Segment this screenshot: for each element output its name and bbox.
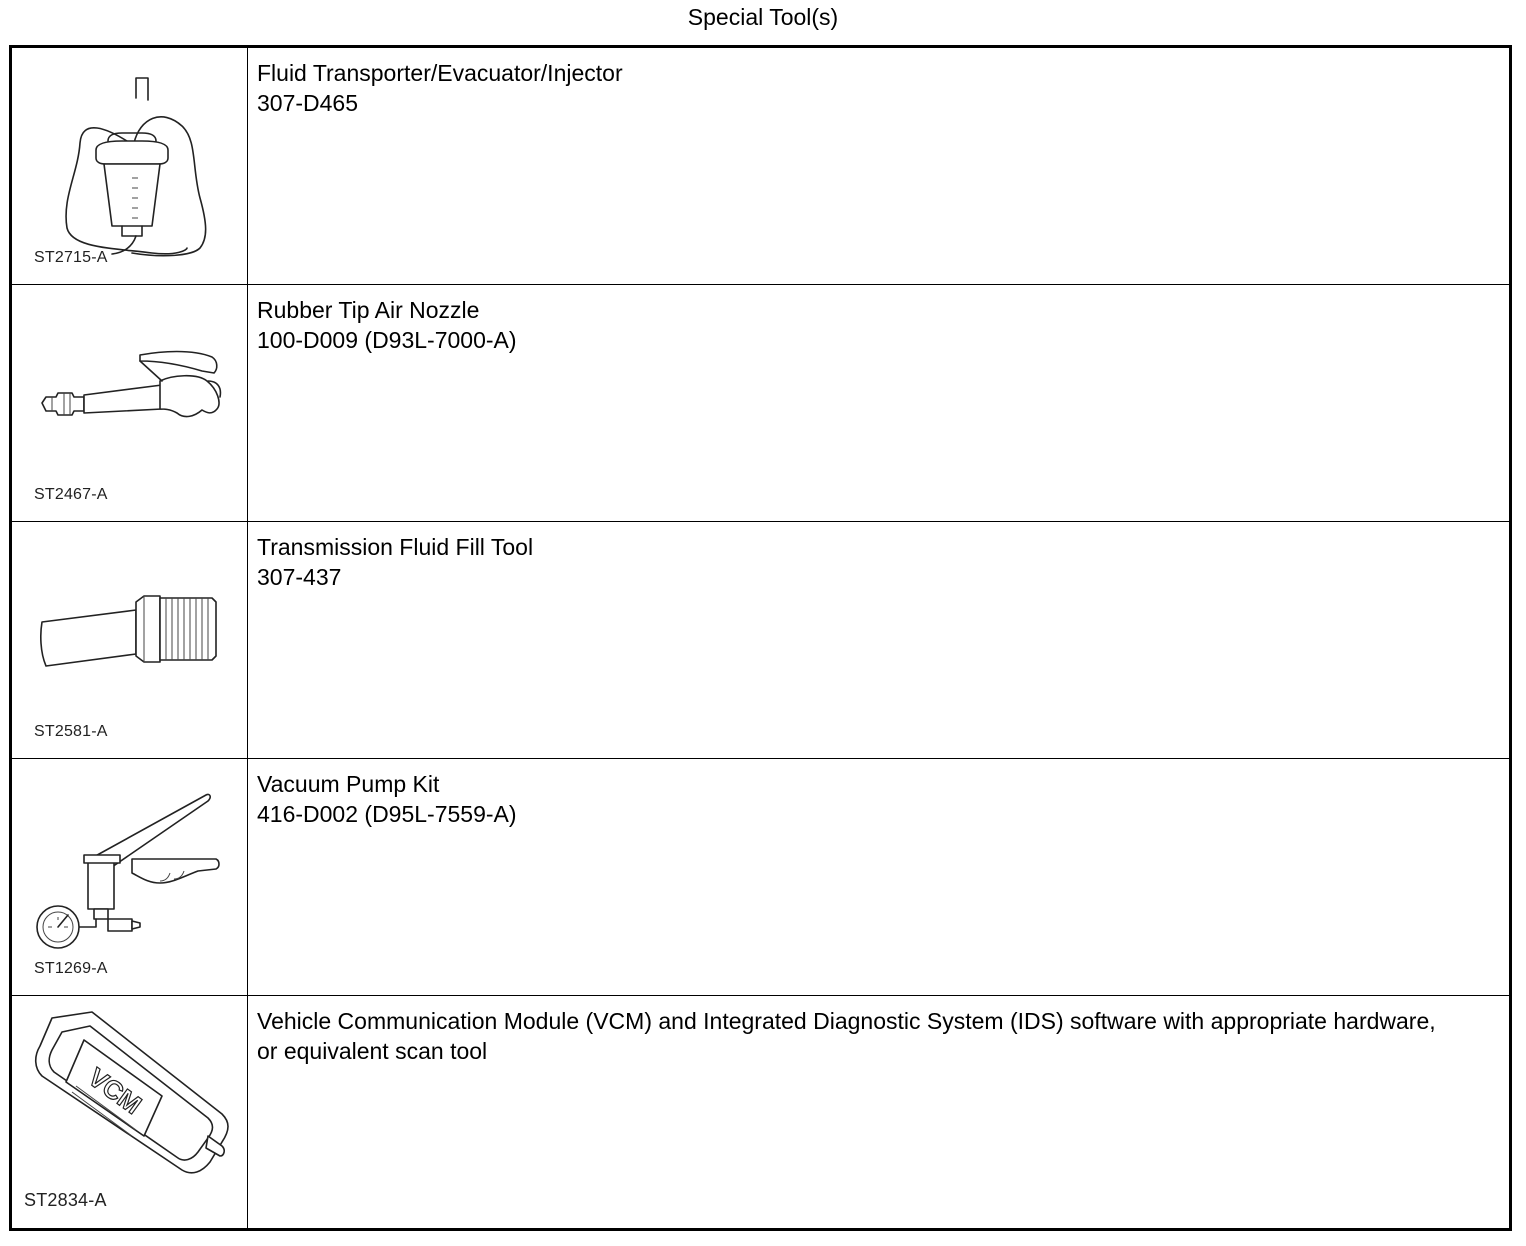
tool-image-code: ST1269-A: [34, 960, 108, 977]
tool-image-code: ST2467-A: [34, 486, 108, 503]
tool-image-code: ST2715-A: [34, 249, 108, 266]
tool-description: [257, 295, 1449, 355]
tool-name: Vacuum Pump Kit: [257, 771, 440, 797]
tool-part-number: 100-D009 (D93L-7000-A): [257, 327, 517, 353]
tool-image-cell: [12, 759, 248, 995]
vcm-logo: VCM: [82, 1061, 148, 1121]
tool-description: [257, 769, 1449, 829]
tool-row: [12, 522, 1509, 759]
air-nozzle-icon: [12, 285, 248, 520]
tool-part-number: 307-D465: [257, 90, 359, 116]
tool-image-cell: [12, 48, 248, 284]
tool-name: Vehicle Communication Module (VCM) and Integrated Diagnostic System (IDS) software with appropriate hardware, or equivalent scan tool: [257, 1008, 1436, 1064]
tool-description: [257, 58, 1449, 118]
tool-part-number: 416-D002 (D95L-7559-A): [257, 801, 517, 827]
tool-name: Rubber Tip Air Nozzle: [257, 297, 480, 323]
tool-description: [257, 1006, 1449, 1066]
tool-row: [12, 285, 1509, 522]
page-title: Special Tool(s): [687, 4, 839, 30]
fluid-evacuator-icon: [12, 48, 248, 283]
tool-image-code: ST2581-A: [34, 723, 108, 740]
fluid-fill-tool-icon: [12, 522, 248, 757]
tool-part-number: 307-437: [257, 564, 342, 590]
tool-image-cell: [12, 996, 248, 1228]
tool-row: [12, 48, 1509, 285]
tool-name: Fluid Transporter/Evacuator/Injector: [257, 60, 623, 86]
tool-image-code: ST2834-A: [24, 1190, 107, 1210]
special-tools-table: [9, 45, 1512, 1231]
vacuum-pump-icon: [12, 759, 248, 994]
tool-description: [257, 532, 1449, 592]
tool-row: [12, 759, 1509, 996]
tool-image-cell: [12, 285, 248, 521]
tool-row: [12, 996, 1509, 1228]
tool-image-cell: [12, 522, 248, 758]
tool-name: Transmission Fluid Fill Tool: [257, 534, 534, 560]
